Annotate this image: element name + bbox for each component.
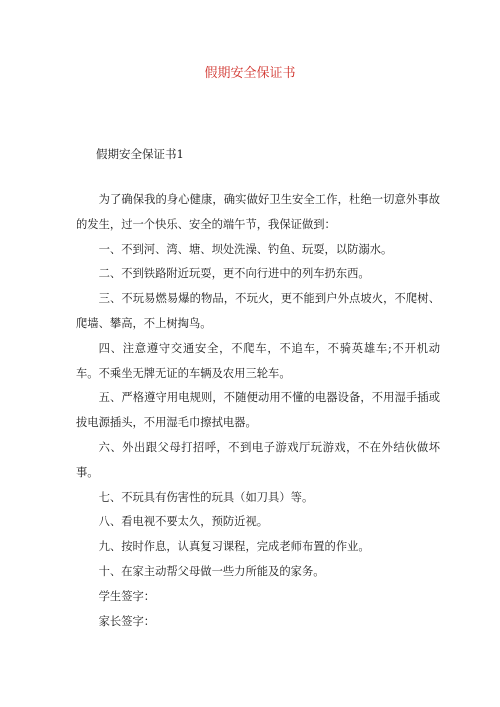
pledge-item-2: 二、不到铁路附近玩耍，更不向行进中的列车扔东西。 xyxy=(98,267,370,281)
document-body xyxy=(76,188,440,634)
pledge-item-1: 一、不到河、湾、塘、坝处洗澡、钓鱼、玩耍，以防溺水。 xyxy=(98,242,393,256)
document-title: 假期安全保证书 xyxy=(204,66,296,81)
pledge-item-8: 八、看电视不要太久，预防近视。 xyxy=(98,515,269,529)
pledge-item-6: 六、外出跟父母打招呼，不到电子游戏厅玩游戏，不在外结伙做坏事。 xyxy=(76,440,440,479)
document-subtitle: 假期安全保证书1 xyxy=(96,147,184,161)
pledge-item-3: 三、不玩易燃易爆的物品，不玩火，更不能到户外点坡火，不爬树、爬墙、攀高，不上树掏鸟。 xyxy=(76,292,440,330)
pledge-item-10: 十、在家主动帮父母做一些力所能及的家务。 xyxy=(98,564,325,578)
student-signature-label: 学生签字： xyxy=(98,589,156,603)
pledge-item-7: 七、不玩具有伤害性的玩具（如刀具）等。 xyxy=(98,490,314,504)
pledge-item-4: 四、注意遵守交通安全，不爬车，不追车，不骑英雄车;不开机动车。不乘坐无牌无证的车辆及农用三轮车。 xyxy=(76,341,440,380)
intro-paragraph: 为了确保我的身心健康，确实做好卫生安全工作，杜绝一切意外事故的发生，过一个快乐、安全的端午节，我保证做到： xyxy=(76,193,440,231)
pledge-item-5: 五、严格遵守用电规则，不随便动用不懂的电器设备，不用湿手插或拔电源插头，不用湿毛巾擦拭电器。 xyxy=(76,391,440,430)
pledge-item-9: 九、按时作息，认真复习课程，完成老师布置的作业。 xyxy=(98,540,370,554)
parent-signature-label: 家长签字： xyxy=(98,614,156,628)
